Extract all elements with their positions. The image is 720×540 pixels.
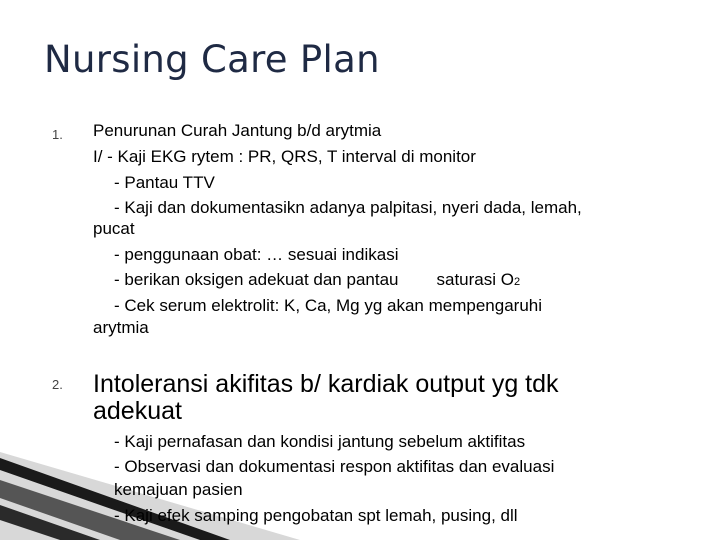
list-number-2: 2. <box>52 377 63 392</box>
item1-line-7: - Cek serum elektrolit: K, Ca, Mg yg akan mempengaruhi <box>114 296 543 315</box>
item2-heading-line-2: adekuat <box>93 397 182 425</box>
item1-saturasi-text: saturasi O <box>436 270 514 289</box>
list-number-1: 1. <box>52 127 63 142</box>
item1-line-3: - Kaji dan dokumentasikn adanya palpitasi, nyeri dada, lemah, <box>114 198 582 217</box>
item1-line-5: - penggunaan obat: … sesuai indikasi <box>114 245 399 264</box>
slide-title: Nursing Care Plan <box>44 38 380 81</box>
item2-line-1: - Kaji pernafasan dan kondisi jantung sebelum aktifitas <box>114 432 526 451</box>
item1-line-6 <box>114 270 520 292</box>
item1-line-8: arytmia <box>93 318 149 337</box>
item1-heading: Penurunan Curah Jantung b/d arytmia <box>93 121 382 140</box>
item1-line-4: pucat <box>93 219 135 238</box>
item1-line-2: - Pantau TTV <box>114 173 215 192</box>
item2-heading-line-1: Intoleransi akifitas b/ kardiak output yg tdk <box>93 370 559 398</box>
item1-line-1: I/ - Kaji EKG rytem : PR, QRS, T interval di monitor <box>93 147 476 166</box>
item1-line-6-text: - berikan oksigen adekuat dan pantau <box>114 270 399 289</box>
item2-line-3: kemajuan pasien <box>114 480 243 499</box>
item1-subscript-2: 2 <box>513 276 521 288</box>
item2-line-2: - Observasi dan dokumentasi respon aktifitas dan evaluasi <box>114 457 555 476</box>
item2-line-4: - Kaji efek samping pengobatan spt lemah, pusing, dll <box>114 506 518 525</box>
